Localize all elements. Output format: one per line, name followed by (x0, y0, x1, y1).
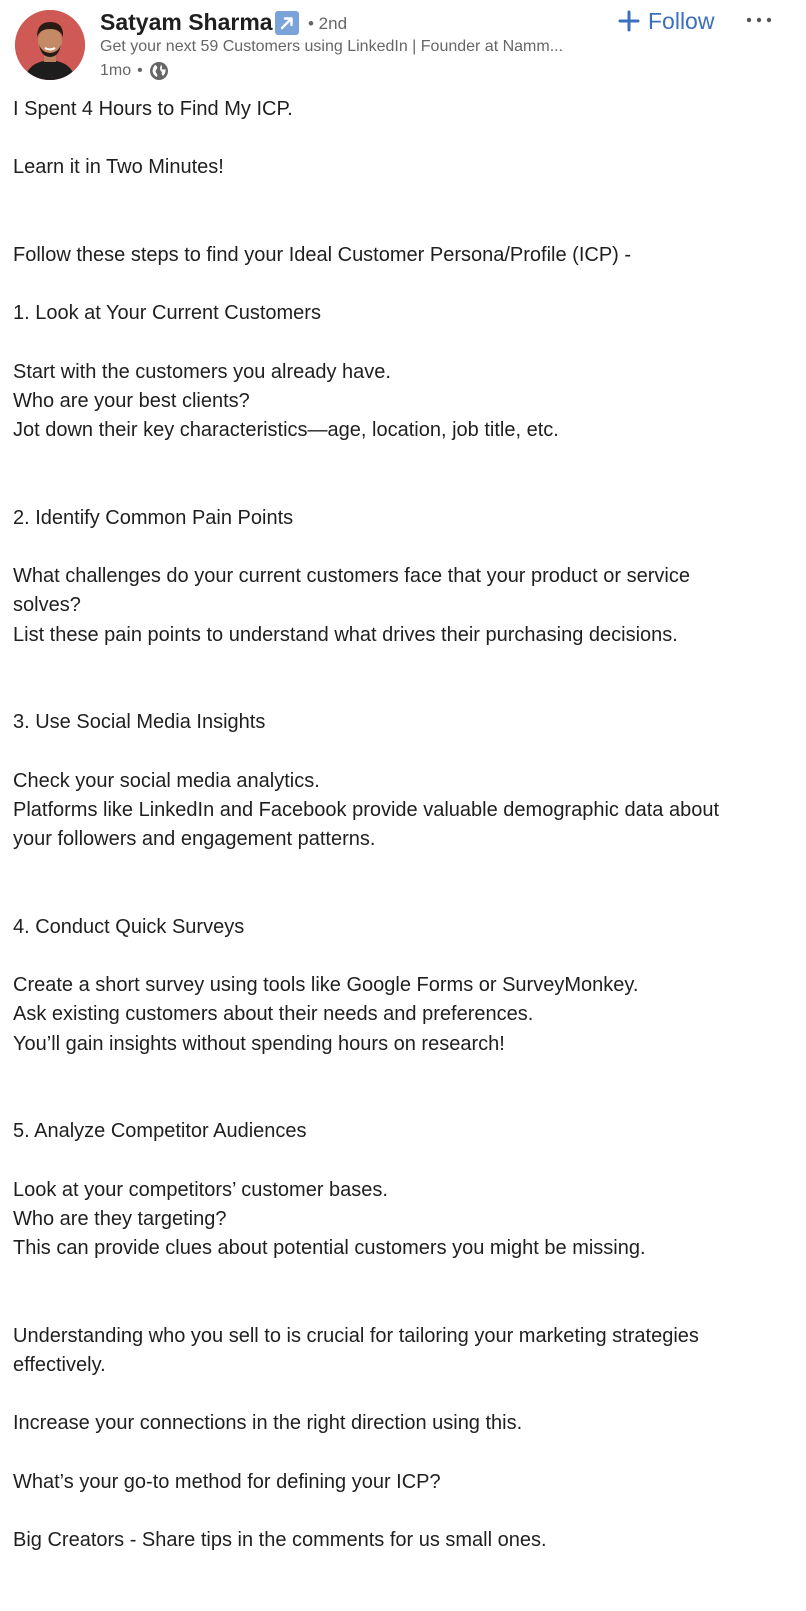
post-text-line: Big Creators - Share tips in the comments for us small ones. (13, 1528, 547, 1551)
post-text-line: 3. Use Social Media Insights (13, 711, 266, 734)
post-time: 1mo (100, 62, 132, 79)
follow-button[interactable] (618, 4, 714, 38)
post-text-line: solves? (13, 594, 81, 617)
blank-line (13, 212, 773, 241)
blank-line (13, 1380, 773, 1409)
blank-line (13, 475, 773, 504)
blank-line (13, 270, 773, 299)
post-text-line: Who are they targeting? (13, 1207, 227, 1230)
post-text-line: Start with the customers you already have. (13, 360, 391, 383)
post-text-line: You’ll gain insights without spending hours on research! (13, 1032, 505, 1055)
blank-line (13, 1497, 773, 1526)
post-text-line: effectively. (13, 1353, 106, 1376)
meta-separator: • (137, 62, 143, 79)
post-text-line: Create a short survey using tools like Google Forms or SurveyMonkey. (13, 974, 639, 997)
author-headline: Get your next 59 Customers using LinkedIn | Founder at Namm... (100, 38, 564, 55)
post-text-line: Understanding who you sell to is crucial for tailoring your marketing strategies (13, 1324, 699, 1347)
blank-line (13, 1292, 773, 1321)
connection-degree: • 2nd (308, 14, 348, 33)
post-text-line: 4. Conduct Quick Surveys (13, 915, 245, 938)
post-text-line: Follow these steps to find your Ideal Customer Persona/Profile (ICP) - (13, 244, 632, 267)
plus-icon (618, 10, 640, 32)
post-header (0, 0, 806, 96)
blank-line (13, 329, 773, 358)
blank-line (13, 183, 773, 212)
blank-line (13, 854, 773, 883)
globe-icon (149, 61, 169, 81)
avatar-portrait (15, 10, 85, 80)
blank-line (13, 1088, 773, 1117)
blank-line (13, 1263, 773, 1292)
post-text-line: Learn it in Two Minutes! (13, 156, 224, 179)
post-text-line: 5. Analyze Competitor Audiences (13, 1120, 307, 1143)
blank-line (13, 650, 773, 679)
post-text-line: List these pain points to understand what drives their purchasing decisions. (13, 623, 678, 646)
post-text-line: 2. Identify Common Pain Points (13, 506, 294, 529)
post-text-line: 1. Look at Your Current Customers (13, 302, 321, 325)
verified-arrow-icon (275, 11, 299, 35)
post-text-line: What challenges do your current customers face that your product or service (13, 565, 690, 588)
blank-line (13, 1438, 773, 1467)
author-avatar[interactable] (15, 10, 85, 80)
more-options-button[interactable] (744, 7, 774, 33)
blank-line (13, 1146, 773, 1175)
post-text-line: Look at your competitors’ customer bases. (13, 1178, 388, 1201)
blank-line (13, 124, 773, 153)
post-text-line: What’s your go-to method for defining your ICP? (13, 1470, 441, 1493)
post-meta (100, 61, 169, 81)
blank-line (13, 883, 773, 912)
author-name[interactable]: Satyam Sharma (100, 9, 273, 35)
post-text-line: Jot down their key characteristics—age, location, job title, etc. (13, 419, 559, 442)
blank-line (13, 679, 773, 708)
post-text-line: Platforms like LinkedIn and Facebook provide valuable demographic data about (13, 798, 719, 821)
post-body (13, 95, 773, 1555)
post-text-line: Check your social media analytics. (13, 769, 320, 792)
blank-line (13, 533, 773, 562)
ellipsis-icon (744, 7, 774, 33)
post-text-line: I Spent 4 Hours to Find My ICP. (13, 98, 293, 120)
follow-label: Follow (648, 7, 715, 34)
blank-line (13, 445, 773, 474)
post-text-line: your followers and engagement patterns. (13, 828, 376, 851)
blank-line (13, 1059, 773, 1088)
blank-line (13, 942, 773, 971)
blank-line (13, 737, 773, 766)
post-text-line: Who are your best clients? (13, 390, 250, 413)
post-text-line: This can provide clues about potential customers you might be missing. (13, 1236, 646, 1259)
post-text-line: Ask existing customers about their needs and preferences. (13, 1003, 534, 1026)
post-text-line: Increase your connections in the right direction using this. (13, 1412, 523, 1435)
